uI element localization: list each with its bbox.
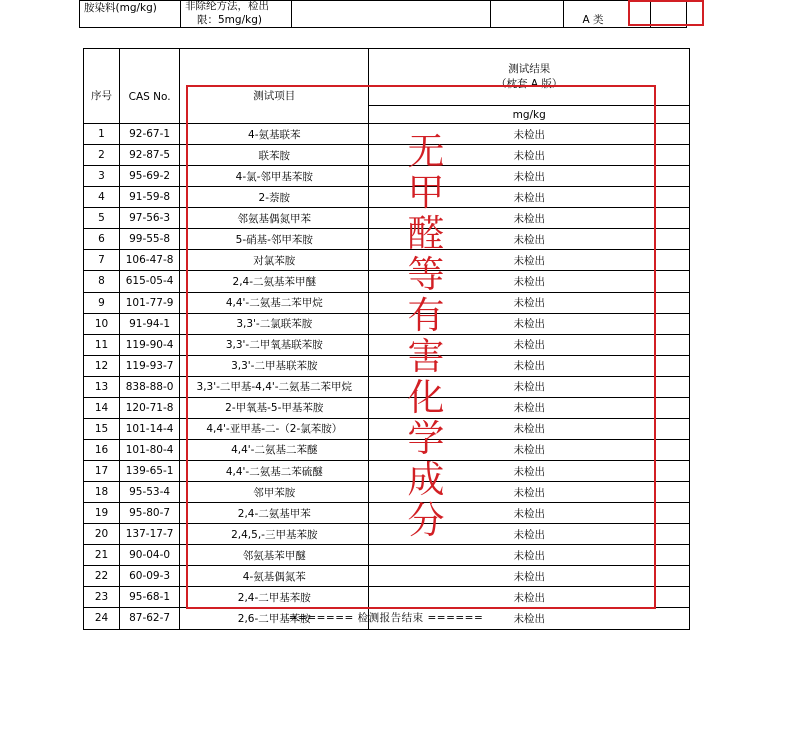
row-no: 23 [84,587,120,608]
row-cas: 101-77-9 [120,292,180,313]
row-no: 12 [84,355,120,376]
table-row [84,397,690,418]
row-no: 4 [84,187,120,208]
row-no: 2 [84,145,120,166]
row-no: 24 [84,608,120,629]
top-cell-method [181,1,292,28]
header-result-line1: 测试结果 [508,63,551,76]
row-result: 未检出 [369,229,690,250]
row-item: 5-硝基-邻甲苯胺 [180,229,369,250]
row-result: 未检出 [369,397,690,418]
top-cell-method-line1: 非除纶方法，检出 [185,0,269,12]
row-result: 未检出 [369,608,690,629]
row-cas: 92-67-1 [120,124,180,145]
table-row [84,145,690,166]
row-no: 17 [84,461,120,482]
row-item: 3,3'-二甲基联苯胺 [180,355,369,376]
table-row [84,418,690,439]
row-item: 邻甲苯胺 [180,482,369,503]
row-cas: 92-87-5 [120,145,180,166]
row-no: 5 [84,208,120,229]
row-result: 未检出 [369,566,690,587]
row-result: 未检出 [369,439,690,460]
row-cas: 137-17-7 [120,524,180,545]
table-row [84,334,690,355]
row-cas: 838-88-0 [120,376,180,397]
table-row [84,250,690,271]
row-result: 未检出 [369,545,690,566]
row-result: 未检出 [369,271,690,292]
row-item: 4-氨基偶氮苯 [180,566,369,587]
row-cas: 91-59-8 [120,187,180,208]
row-item: 邻氨基苯甲醚 [180,545,369,566]
annotation-char: 醛 [407,212,445,255]
row-item: 2,4-二氨基苯甲醚 [180,271,369,292]
row-item: 2-甲氧基-5-甲基苯胺 [180,397,369,418]
top-cell-method-line2: 限：5mg/kg) [197,14,262,26]
row-cas: 90-04-0 [120,545,180,566]
header-unit: mg/kg [369,106,690,124]
row-result: 未检出 [369,166,690,187]
table-row [84,187,690,208]
table-row [84,503,690,524]
row-no: 20 [84,524,120,545]
annotation-char: 学 [407,417,445,460]
header-result [369,49,690,106]
row-cas: 97-56-3 [120,208,180,229]
red-highlight-box-class [628,0,704,26]
row-no: 10 [84,313,120,334]
row-result: 未检出 [369,187,690,208]
row-item: 3,3'-二甲氧基联苯胺 [180,334,369,355]
row-result: 未检出 [369,124,690,145]
table-row [84,166,690,187]
top-cell-empty-2 [491,1,564,28]
row-result: 未检出 [369,482,690,503]
table-row [84,208,690,229]
row-item: 3,3'-二甲基-4,4'-二氨基二苯甲烷 [180,376,369,397]
table-row [84,587,690,608]
row-item: 4,4'-亚甲基-二-（2-氯苯胺） [180,418,369,439]
table-row [84,545,690,566]
table-row [84,355,690,376]
table-row [84,482,690,503]
row-item: 4-氨基联苯 [180,124,369,145]
table-row [84,271,690,292]
row-cas: 119-93-7 [120,355,180,376]
row-cas: 95-53-4 [120,482,180,503]
top-cell-test-name: 胺染料(mg/kg) [80,1,181,28]
row-item: 2-萘胺 [180,187,369,208]
row-no: 14 [84,397,120,418]
table-row [84,313,690,334]
header-result-line2: （枕套 A 版） [496,78,563,91]
row-no: 6 [84,229,120,250]
row-cas: 139-65-1 [120,461,180,482]
table-row [84,566,690,587]
header-cas: CAS No. [120,49,180,124]
row-item: 联苯胺 [180,145,369,166]
table-row [84,292,690,313]
row-result: 未检出 [369,208,690,229]
row-result: 未检出 [369,418,690,439]
row-no: 11 [84,334,120,355]
annotation-char: 无 [407,130,445,173]
row-result: 未检出 [369,355,690,376]
row-result: 未检出 [369,292,690,313]
row-item: 3,3'-二氯联苯胺 [180,313,369,334]
row-cas: 99-55-8 [120,229,180,250]
row-cas: 60-09-3 [120,566,180,587]
row-no: 22 [84,566,120,587]
annotation-char: 成 [407,458,445,501]
row-item: 2,6-二甲基苯胺 [180,608,369,629]
annotation-char: 化 [407,376,445,419]
table-row [84,524,690,545]
row-cas: 95-68-1 [120,587,180,608]
row-cas: 95-80-7 [120,503,180,524]
row-cas: 106-47-8 [120,250,180,271]
row-cas: 91-94-1 [120,313,180,334]
top-cell-empty-1 [292,1,491,28]
row-no: 15 [84,418,120,439]
row-no: 7 [84,250,120,271]
row-no: 8 [84,271,120,292]
row-no: 9 [84,292,120,313]
row-item: 2,4-二甲基苯胺 [180,587,369,608]
row-result: 未检出 [369,250,690,271]
row-result: 未检出 [369,313,690,334]
row-no: 1 [84,124,120,145]
row-item: 4,4'-二氨基二苯甲烷 [180,292,369,313]
row-no: 3 [84,166,120,187]
row-result: 未检出 [369,587,690,608]
header-no: 序号 [84,49,120,124]
table-row [84,439,690,460]
row-cas: 119-90-4 [120,334,180,355]
row-result: 未检出 [369,524,690,545]
annotation-char: 有 [407,294,445,337]
row-no: 16 [84,439,120,460]
row-no: 21 [84,545,120,566]
row-result: 未检出 [369,334,690,355]
row-item: 对氯苯胺 [180,250,369,271]
row-item: 2,4,5,-三甲基苯胺 [180,524,369,545]
row-result: 未检出 [369,461,690,482]
table-row [84,461,690,482]
row-no: 19 [84,503,120,524]
top-partial-table [79,0,687,28]
row-cas: 101-14-4 [120,418,180,439]
row-result: 未检出 [369,376,690,397]
row-result: 未检出 [369,145,690,166]
annotation-char: 甲 [407,171,445,214]
row-cas: 95-69-2 [120,166,180,187]
azo-amine-results-table [83,48,690,630]
row-item: 4-氯-邻甲基苯胺 [180,166,369,187]
row-item: 4,4'-二氨基二苯醚 [180,439,369,460]
table-row [84,376,690,397]
row-cas: 87-62-7 [120,608,180,629]
row-result: 未检出 [369,503,690,524]
row-item: 2,4-二氨基甲苯 [180,503,369,524]
table-row [84,124,690,145]
row-no: 13 [84,376,120,397]
annotation-char: 等 [407,253,445,296]
class-a-label: A 类 [582,14,604,26]
row-cas: 615-05-4 [120,271,180,292]
table-row [84,229,690,250]
handwritten-annotation [406,131,446,541]
row-cas: 120-71-8 [120,397,180,418]
row-item: 邻氨基偶氮甲苯 [180,208,369,229]
row-no: 18 [84,482,120,503]
annotation-char: 害 [407,335,445,378]
report-end-marker: ======= 检测报告结束 ====== [288,612,484,624]
row-cas: 101-80-4 [120,439,180,460]
header-item: 测试项目 [180,49,369,124]
row-item: 4,4'-二氨基二苯硫醚 [180,461,369,482]
annotation-char: 分 [407,499,445,542]
